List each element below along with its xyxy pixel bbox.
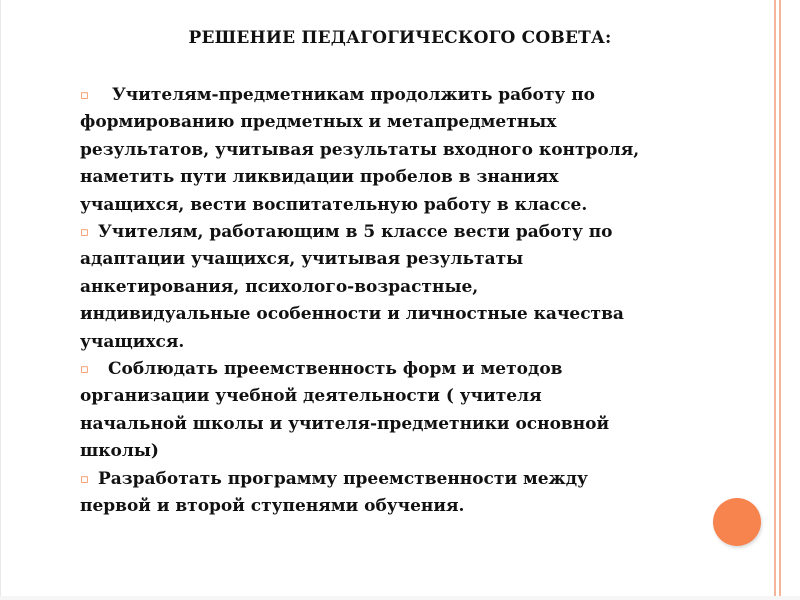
line: первой и второй ступенями обучения. [80, 496, 465, 517]
line: учащихся, вести воспитательную работу в классе. [80, 194, 588, 215]
line: ▫ Соблюдать преемственность форм и методов [80, 356, 690, 383]
right-decorative-line [774, 0, 776, 600]
line: организации учебной деятельности ( учителя [80, 386, 542, 407]
decision-item-1 [80, 82, 690, 219]
decision-list [80, 82, 690, 521]
line: школы) [80, 441, 159, 462]
line: формированию предметных и метапредметных [80, 112, 557, 133]
decision-item-4 [80, 466, 690, 521]
line: начальной школы и учителя-предметники основной [80, 413, 610, 434]
square-bullet-icon: ▫ [80, 225, 89, 241]
decision-item-3 [80, 356, 690, 466]
line: учащихся. [80, 331, 185, 352]
square-bullet-icon: ▫ [80, 471, 89, 487]
line: анкетирования, психолого-возрастные, [80, 276, 479, 297]
line: ▫ Учителям-предметникам продолжить работу по [80, 82, 690, 109]
square-bullet-icon: ▫ [80, 362, 89, 378]
line: индивидуальные особенности и личностные качества [80, 304, 624, 325]
bottom-strip [0, 596, 800, 600]
right-decorative-line [779, 0, 781, 600]
square-bullet-icon: ▫ [80, 88, 89, 103]
line: ▫ Разработать программу преемственности между [80, 466, 690, 493]
orange-circle-decoration [713, 498, 761, 546]
line: адаптации учащихся, учитывая результаты [80, 249, 524, 270]
decision-item-2 [80, 219, 690, 356]
slide-title: РЕШЕНИЕ ПЕДАГОГИЧЕСКОГО СОВЕТА: [188, 28, 612, 48]
line: ▫ Учителям, работающим в 5 классе вести работу по [80, 219, 690, 246]
line: результатов, учитывая результаты входного контроля, [80, 139, 640, 160]
line: наметить пути ликвидации пробелов в знаниях [80, 167, 559, 188]
